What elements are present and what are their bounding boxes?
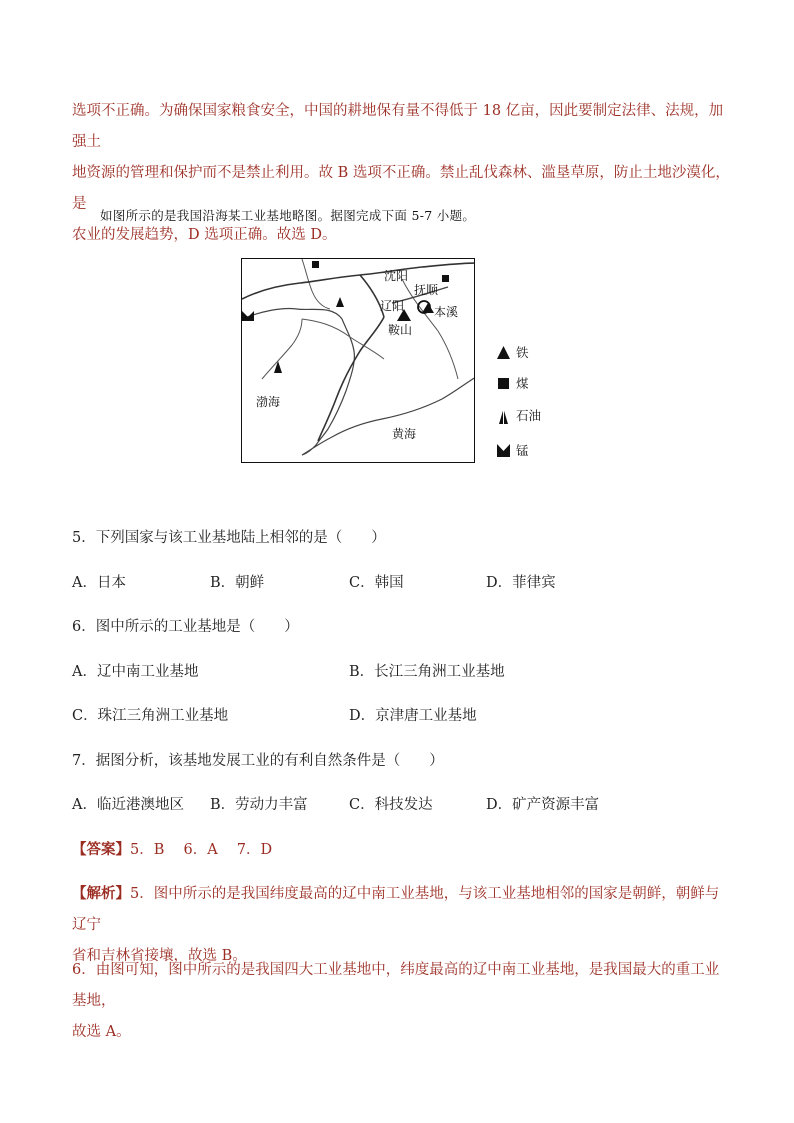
q7-option-a: A．临近港澳地区 bbox=[72, 797, 184, 813]
legend-iron bbox=[497, 343, 529, 361]
label-shenyang: 沈阳 bbox=[384, 269, 409, 283]
coal-square-icon bbox=[497, 377, 510, 390]
oil-marker-2 bbox=[274, 361, 282, 373]
q7-option-b: B．劳动力丰富 bbox=[210, 797, 308, 813]
analysis-q6-line-2: 故选 A。 bbox=[72, 1024, 131, 1040]
q5-option-d: D．菲律宾 bbox=[486, 575, 556, 591]
question-5-stem: 5．下列国家与该工业基地陆上相邻的是（ ） bbox=[72, 530, 386, 546]
analysis-q6-line-1: 6．由图可知，图中所示的是我国四大工业基地中，纬度最高的辽中南工业基地，是我国最大的重工业基地， bbox=[72, 962, 720, 1009]
map-graphic bbox=[242, 259, 475, 463]
legend-manganese bbox=[497, 441, 529, 459]
oil-marker-1 bbox=[336, 297, 344, 307]
manganese-marker bbox=[242, 311, 254, 321]
q5-option-a: A．日本 bbox=[72, 575, 126, 591]
answer-line bbox=[72, 838, 272, 859]
railway-line bbox=[242, 263, 475, 299]
coal-marker-2 bbox=[442, 275, 449, 282]
answer-tag: 【答案】 bbox=[72, 841, 130, 858]
question-7-stem: 7．据图分析，该基地发展工业的有利自然条件是（ ） bbox=[72, 753, 444, 769]
answer-text: 5．B 6．A 7．D bbox=[130, 842, 273, 858]
label-benxi: 本溪 bbox=[434, 305, 459, 319]
legend-oil bbox=[497, 406, 541, 424]
q7-option-c: C．科技发达 bbox=[349, 797, 433, 813]
iron-marker-2 bbox=[422, 303, 434, 313]
analysis-q6 bbox=[72, 955, 732, 1048]
analysis-q5-line-2: 省和吉林省接壤，故选 B。 bbox=[72, 948, 247, 964]
label-anshan: 鞍山 bbox=[388, 323, 413, 337]
q6-option-a: A．辽中南工业基地 bbox=[72, 664, 199, 680]
q6-option-b: B．长江三角洲工业基地 bbox=[349, 664, 505, 680]
coastline bbox=[242, 308, 475, 455]
coal-marker-1 bbox=[312, 261, 319, 268]
railway-line-3 bbox=[318, 317, 384, 441]
analysis-q5-text-1: 5．图中所示的是我国纬度最高的辽中南工业基地，与该工业基地相邻的国家是朝鲜，朝鲜与辽宁 bbox=[72, 886, 720, 933]
q6-option-d: D．京津唐工业基地 bbox=[349, 708, 477, 724]
oil-derrick-icon bbox=[497, 409, 510, 422]
legend-manganese-label: 锰 bbox=[516, 443, 529, 458]
river-line-2 bbox=[262, 319, 302, 379]
explanation-line-2: 地资源的管理和保护而不是禁止利用。故 B 选项不正确。禁止乱伐森林、滥垦草原，防止土地沙漠化，是 bbox=[72, 165, 730, 212]
label-fushun: 抚顺 bbox=[414, 283, 439, 297]
analysis-q5-line-1 bbox=[72, 878, 732, 941]
boundary-line bbox=[302, 319, 384, 359]
label-huanghai: 黄海 bbox=[392, 427, 417, 441]
explanation-line-3: 农业的发展趋势，D 选项正确。故选 D。 bbox=[72, 227, 337, 243]
question-6-stem: 6．图中所示的工业基地是（ ） bbox=[72, 619, 299, 635]
label-liaoyang: 辽阳 bbox=[380, 299, 405, 313]
q5-option-c: C．韩国 bbox=[349, 575, 404, 591]
q6-option-c: C．珠江三角洲工业基地 bbox=[72, 708, 229, 724]
manganese-icon bbox=[497, 444, 510, 457]
legend-oil-label: 石油 bbox=[516, 408, 542, 423]
label-bohai: 渤海 bbox=[256, 395, 281, 409]
explanation-line-1: 选项不正确。为确保国家粮食安全，中国的耕地保有量不得低于 18 亿亩，因此要制定法律、法规，加强土 bbox=[72, 103, 724, 150]
question-intro: 如图所示的是我国沿海某工业基地略图。据图完成下面 5-7 小题。 bbox=[100, 208, 476, 223]
explanation-top bbox=[72, 96, 732, 251]
legend-coal-label: 煤 bbox=[516, 376, 529, 391]
q5-option-b: B．朝鲜 bbox=[210, 575, 265, 591]
iron-triangle-icon bbox=[497, 346, 510, 359]
analysis-tag: 【解析】 bbox=[72, 885, 130, 902]
legend-iron-label: 铁 bbox=[516, 345, 529, 360]
q7-option-d: D．矿产资源丰富 bbox=[486, 797, 600, 813]
industrial-base-map bbox=[241, 258, 475, 463]
legend-coal bbox=[497, 374, 529, 392]
